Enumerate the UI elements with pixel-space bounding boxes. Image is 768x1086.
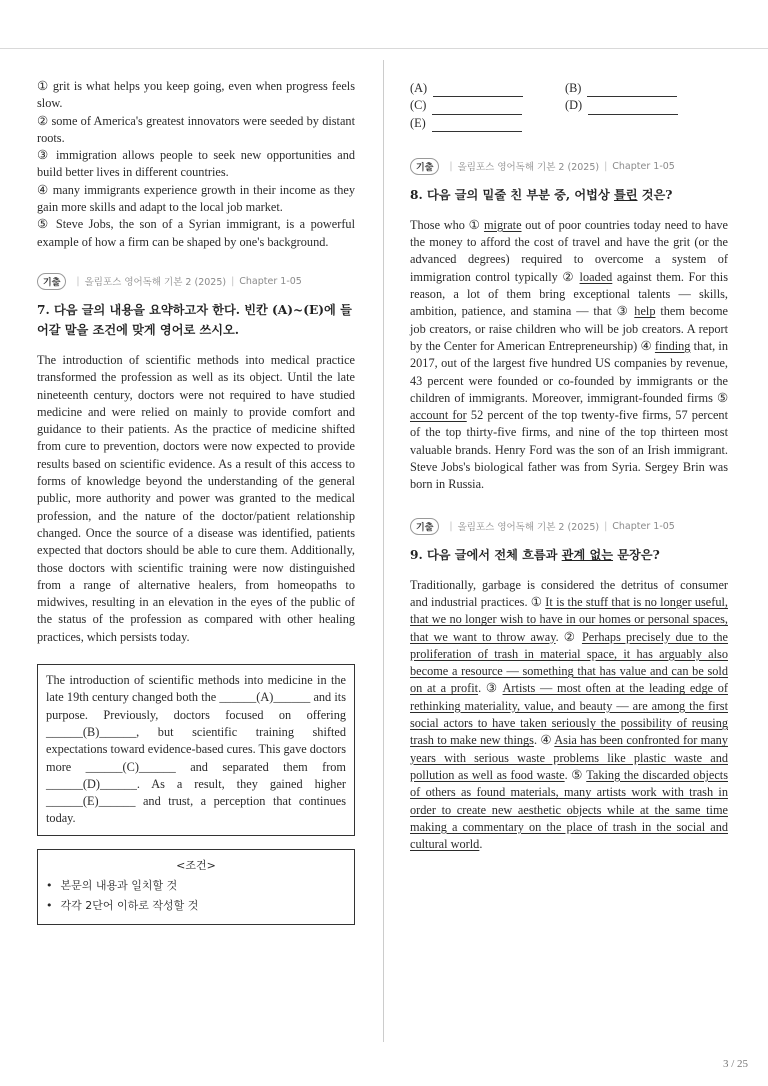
source-book: 올림포스 영어독해 기본 2 (2025) bbox=[457, 162, 600, 174]
page-number: 3 / 25 bbox=[722, 1058, 748, 1070]
separator: | bbox=[449, 520, 453, 532]
question-8-title: 8. 다음 글의 밑줄 친 부분 중, 어법상 틀린 것은? bbox=[410, 187, 673, 202]
sentence-4: Asia has been confronted for many years with serious waste problems like plastic waste and pollution as well as food waste bbox=[410, 733, 728, 782]
condition-item: • 각각 2단어 이하로 작성할 것 bbox=[46, 896, 346, 916]
separator: | bbox=[604, 520, 608, 532]
underlined-5: account for bbox=[410, 408, 467, 423]
sentence-1: It is the stuff that is no longer useful, that we no longer wish to have in our homes or personal spaces, that we want to throw away bbox=[410, 594, 728, 644]
underlined-1: migrate bbox=[483, 217, 522, 232]
summary-box: The introduction of scientific methods into medicine in the late 19th century changed both the ______(A)______ and its purpose. Previously, doctors focused on offering ______(B)______, but scientific training shifted expectations toward evidence-based cures. This gave doctors more ______(C)______ and separated them from ______(D)______. As a result, they gained higher ______(E)______ and trust, a perception that continues today. bbox=[37, 664, 355, 836]
answer-blank-d[interactable]: (D) bbox=[565, 97, 720, 114]
answer-blank-a[interactable]: (A) bbox=[410, 80, 565, 97]
sentence-3: Artists — most often at the leading edge of rethinking materiality, value, and beauty — are among the first social actors to have taken seriously the possibility of reusing trash to make new things bbox=[410, 681, 729, 748]
source-chapter: Chapter 1-05 bbox=[612, 160, 675, 172]
separator: | bbox=[604, 160, 608, 172]
exam-tag: 기출 bbox=[410, 518, 439, 535]
sentence-2: Perhaps precisely due to the proliferation of trash in material space, it has arguably also become a resource — something that has value and can be sold on at a profit bbox=[410, 629, 729, 696]
source-book: 올림포스 영어독해 기본 2 (2025) bbox=[457, 522, 600, 534]
question-7-title: 7. 다음 글의 내용을 요약하고자 한다. 빈칸 (A)~(E)에 들어갈 말을 조건에 맞게 영어로 쓰시오. bbox=[37, 302, 352, 337]
header-rule bbox=[0, 48, 768, 49]
answer-blank-c[interactable]: (C) bbox=[410, 97, 565, 114]
underlined-4: finding bbox=[654, 338, 691, 353]
exam-tag: 기출 bbox=[37, 273, 66, 290]
exam-tag: 기출 bbox=[410, 158, 439, 175]
condition-item: • 본문의 내용과 일치할 것 bbox=[46, 876, 346, 896]
underlined-2: loaded bbox=[579, 269, 613, 284]
source-line-q9 bbox=[410, 518, 728, 535]
source-chapter: Chapter 1-05 bbox=[239, 275, 302, 287]
source-line-q7 bbox=[37, 273, 355, 290]
answer-blank-b[interactable]: (B) bbox=[565, 80, 720, 97]
conditions-title: <조건> bbox=[176, 858, 216, 872]
option-1: ① grit is what helps you keep going, even when progress feels slow. bbox=[37, 79, 355, 111]
option-4: ④ many immigrants experience growth in their income as they gain more skills and adapt to the local job market. bbox=[37, 182, 355, 215]
question-9-title: 9. 다음 글에서 전체 흐름과 관계 없는 문장은? bbox=[410, 547, 660, 562]
separator: | bbox=[449, 160, 453, 172]
underlined-3: help bbox=[634, 304, 656, 319]
previous-question-options bbox=[37, 78, 355, 251]
separator: | bbox=[76, 275, 80, 287]
separator: | bbox=[231, 275, 235, 287]
source-line-q8 bbox=[410, 158, 728, 175]
question-7-passage: The introduction of scientific methods into medical practice transformed the profession as well as its object. Until the late nineteenth century, doctors were not required to have studied medicine and were relied on mainly to provide comfort and guidance to their patients. As the practice of medicine shifted from cure to prevention, doctors were now expected to provide results based on scientific evidence. As a result of this access to forms of knowledge beyond the understanding of the general public, more authority and power was granted to the medical profession, and the nature of the doctor/patient relationship changed. Once the source of a disease was identified, patients expected that doctors should be able to cure them. Additionally, those doctors with scientific training were now distinguished from a range of alternative healers, from homeopaths to midwives, resulting in an elevation in the eyes of the public of the status of the profession as compared with other healing practices, which persists today. bbox=[37, 352, 355, 644]
column-divider bbox=[383, 60, 384, 1042]
sentence-5: Taking the discarded objects of others as found materials, many artists work with trash in order to create new aesthetic objects while at the same time making a commentary on the place of trash in the social and cultural world bbox=[410, 767, 729, 852]
question-9-passage: Traditionally, garbage is considered the detritus of consumer and industrial practices. ① It is the stuff that is no longer useful, that we no longer wish to have in our homes or personal spaces, that we want to throw away. ② Perhaps precisely due to the proliferation of trash in material space, it has arguably also become a resource — something that has value and can be sold on at a profit. ③ Artists — most often at the leading edge of rethinking materiality, value, and beauty — are among the first social actors to have taken seriously the possibility of reusing trash to make new things. ④ Asia has been confronted for many years with serious waste problems like plastic waste and pollution as well as food waste. ⑤ Taking the discarded objects of others as found materials, many artists work with trash in order to create new aesthetic objects while at the same time making a commentary on the place of trash in the social and cultural world. bbox=[410, 577, 729, 852]
option-2: ② some of America's greatest innovators were seeded by distant roots. bbox=[37, 113, 355, 145]
answer-blank-e[interactable]: (E) bbox=[410, 115, 565, 132]
option-3: ③ immigration allows people to seek new opportunities and build better lives in different countries. bbox=[37, 148, 355, 180]
question-8-passage: Those who ① migrate out of poor countries today need to have the money to afford the cost of travel and have the grit (or the advanced degrees) required to overcome a system of immigration control typically ② loaded against them. For this reason, a lot of them bring exceptional talents — skills, ambition, patience, and stamina — that ③ help them become job creators, or raise children who will be job creators. A report by the Center for American Entrepreneurship) ④ finding that, in 2017, out of the largest five hundred US companies by revenue, 43 percent were founded or co-founded by immigrants or the children of immigrants. Moreover, immigrant-founded firms ⑤ account for 52 percent of the top twenty-five firms, 57 percent of the top thirty-five firms, and nine of the top thirteen most valuable brands. Henry Ford was the son of an Irish immigrant. Steve Jobs's biological father was from Syria. Sergey Brin was born in Russia. bbox=[410, 217, 728, 492]
left-column bbox=[37, 78, 355, 925]
conditions-box bbox=[37, 849, 355, 925]
source-chapter: Chapter 1-05 bbox=[612, 520, 675, 532]
right-column bbox=[410, 78, 728, 853]
answer-blanks bbox=[410, 80, 728, 132]
source-book: 올림포스 영어독해 기본 2 (2025) bbox=[84, 277, 227, 289]
option-5: ⑤ Steve Jobs, the son of a Syrian immigrant, is a powerful example of how a firm can be shaped by one's background. bbox=[37, 217, 355, 249]
